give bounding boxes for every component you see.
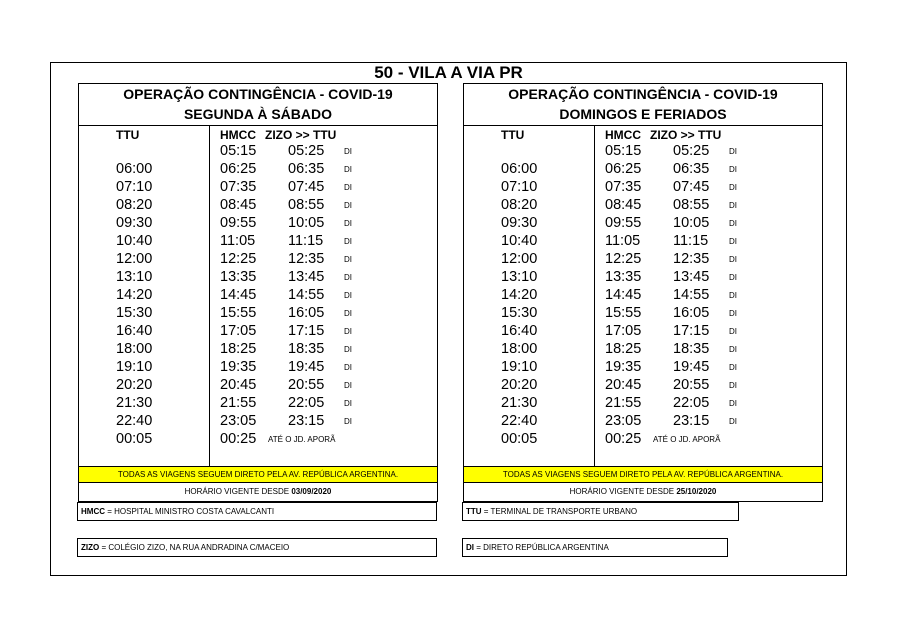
ttu-time: 07:10 xyxy=(501,179,538,195)
table-row xyxy=(464,178,822,196)
hmcc-time: 19:35 xyxy=(605,359,642,375)
ttu-time: 12:00 xyxy=(501,251,538,267)
table-row xyxy=(464,412,822,430)
table-row xyxy=(79,142,437,160)
hmcc-time: 23:05 xyxy=(605,413,642,429)
zizo-time: 13:45 xyxy=(673,269,710,285)
col-header-hmcc: HMCC xyxy=(220,128,256,142)
schedule-sheet xyxy=(50,62,847,576)
zizo-time: 11:15 xyxy=(288,233,324,249)
hmcc-time: 14:45 xyxy=(220,287,257,303)
row-note: DI xyxy=(729,309,737,318)
row-note: DI xyxy=(344,345,352,354)
hmcc-time: 23:05 xyxy=(220,413,257,429)
hmcc-time: 08:45 xyxy=(220,197,257,213)
hmcc-time: 20:45 xyxy=(220,377,257,393)
validity-label: HORÁRIO VIGENTE DESDE xyxy=(569,487,677,496)
zizo-time: 23:15 xyxy=(288,413,325,429)
ttu-time: 22:40 xyxy=(501,413,538,429)
hmcc-time: 07:35 xyxy=(605,179,642,195)
ttu-time: 13:10 xyxy=(116,269,153,285)
table-row xyxy=(79,268,437,286)
panel-heading xyxy=(78,84,438,126)
legend-zizo xyxy=(77,538,437,557)
table-row xyxy=(79,430,437,448)
validity-date: 03/09/2020 xyxy=(291,487,332,496)
legend-abbr: ZIZO xyxy=(81,543,100,552)
col-header-ttu: TTU xyxy=(501,128,525,142)
row-note: DI xyxy=(344,327,352,336)
legend-abbr: TTU xyxy=(466,507,482,516)
table-row xyxy=(79,250,437,268)
table-row xyxy=(79,376,437,394)
table-row xyxy=(464,358,822,376)
hmcc-time: 07:35 xyxy=(220,179,257,195)
row-note: DI xyxy=(729,201,737,210)
hmcc-time: 18:25 xyxy=(220,341,257,357)
row-note: DI xyxy=(344,273,352,282)
row-note: DI xyxy=(729,327,737,336)
row-note: DI xyxy=(344,201,352,210)
hmcc-time: 19:35 xyxy=(220,359,257,375)
row-note: DI xyxy=(344,219,352,228)
ttu-time: 18:00 xyxy=(116,341,153,357)
hmcc-time: 12:25 xyxy=(220,251,257,267)
hmcc-time: 09:55 xyxy=(605,215,642,231)
zizo-time: 16:05 xyxy=(673,305,710,321)
ttu-time: 16:40 xyxy=(116,323,153,339)
hmcc-time: 06:25 xyxy=(605,161,642,177)
table-row xyxy=(464,268,822,286)
zizo-time: 18:35 xyxy=(673,341,710,357)
route-banner: TODAS AS VIAGENS SEGUEM DIRETO PELA AV. REPÚBLICA ARGENTINA. xyxy=(463,466,823,483)
zizo-time: 05:25 xyxy=(288,143,325,159)
row-note: DI xyxy=(344,165,352,174)
zizo-time: 07:45 xyxy=(673,179,710,195)
hmcc-time: 20:45 xyxy=(605,377,642,393)
legend-abbr: HMCC xyxy=(81,507,105,516)
table-row xyxy=(464,430,822,448)
row-note: DI xyxy=(344,417,352,426)
row-note: DI xyxy=(344,381,352,390)
table-row xyxy=(464,196,822,214)
row-note: DI xyxy=(729,291,737,300)
table-row xyxy=(79,196,437,214)
row-note: ATÉ O JD. APORÃ xyxy=(268,435,336,444)
legend-text: = TERMINAL DE TRANSPORTE URBANO xyxy=(481,507,638,516)
legend-hmcc xyxy=(77,502,437,521)
hmcc-time: 00:25 xyxy=(605,431,642,447)
zizo-time: 16:05 xyxy=(288,305,325,321)
ttu-time: 13:10 xyxy=(501,269,538,285)
row-note: DI xyxy=(729,255,737,264)
ttu-time: 18:00 xyxy=(501,341,538,357)
table-row xyxy=(79,412,437,430)
table-row xyxy=(79,286,437,304)
panel-heading xyxy=(463,84,823,126)
legend-text: = COLÉGIO ZIZO, NA RUA ANDRADINA C/MACEIO xyxy=(99,543,290,552)
table-row xyxy=(464,286,822,304)
hmcc-time: 00:25 xyxy=(220,431,257,447)
ttu-time: 22:40 xyxy=(116,413,153,429)
ttu-time: 06:00 xyxy=(501,161,538,177)
row-note: DI xyxy=(344,291,352,300)
row-note: DI xyxy=(729,183,737,192)
hmcc-time: 15:55 xyxy=(605,305,642,321)
row-note: DI xyxy=(729,363,737,372)
table-row xyxy=(464,394,822,412)
zizo-time: 10:05 xyxy=(673,215,710,231)
legend-di xyxy=(462,538,728,557)
ttu-time: 21:30 xyxy=(116,395,153,411)
page-title: 50 - VILA A VIA PR xyxy=(374,63,523,82)
validity-date: 25/10/2020 xyxy=(676,487,717,496)
hmcc-time: 08:45 xyxy=(605,197,642,213)
table-row xyxy=(79,160,437,178)
table-row xyxy=(464,376,822,394)
ttu-time: 10:40 xyxy=(116,233,153,249)
zizo-time: 07:45 xyxy=(288,179,325,195)
table-row xyxy=(79,178,437,196)
hmcc-time: 21:55 xyxy=(220,395,257,411)
ttu-time: 15:30 xyxy=(501,305,538,321)
validity-note xyxy=(78,483,438,502)
panel-sunday-holiday xyxy=(463,83,823,549)
hmcc-time: 17:05 xyxy=(605,323,642,339)
hmcc-time: 17:05 xyxy=(220,323,257,339)
zizo-time: 18:35 xyxy=(288,341,325,357)
ttu-time: 08:20 xyxy=(501,197,538,213)
table-row xyxy=(464,160,822,178)
row-note: DI xyxy=(729,147,737,156)
hmcc-time: 05:15 xyxy=(220,143,257,159)
panel-heading-line2: DOMINGOS E FERIADOS xyxy=(559,106,727,122)
row-note: DI xyxy=(729,399,737,408)
ttu-time: 21:30 xyxy=(501,395,538,411)
hmcc-time: 18:25 xyxy=(605,341,642,357)
table-row xyxy=(464,250,822,268)
hmcc-time: 13:35 xyxy=(605,269,642,285)
row-note: DI xyxy=(344,363,352,372)
ttu-time: 14:20 xyxy=(116,287,153,303)
panel-weekday xyxy=(78,83,438,549)
panel-heading-line2: SEGUNDA À SÁBADO xyxy=(183,106,333,122)
validity-note xyxy=(463,483,823,502)
panel-heading-line1: OPERAÇÃO CONTINGÊNCIA - COVID-19 xyxy=(123,86,393,102)
row-note: DI xyxy=(344,147,352,156)
row-note: DI xyxy=(729,345,737,354)
legend-text: = DIRETO REPÚBLICA ARGENTINA xyxy=(474,543,609,552)
validity-label: HORÁRIO VIGENTE DESDE xyxy=(184,487,292,496)
ttu-time: 09:30 xyxy=(116,215,153,231)
row-note: DI xyxy=(344,399,352,408)
hmcc-time: 21:55 xyxy=(605,395,642,411)
route-banner: TODAS AS VIAGENS SEGUEM DIRETO PELA AV. REPÚBLICA ARGENTINA. xyxy=(78,466,438,483)
ttu-time: 16:40 xyxy=(501,323,538,339)
zizo-time: 06:35 xyxy=(288,161,325,177)
table-row xyxy=(464,304,822,322)
hmcc-time: 15:55 xyxy=(220,305,257,321)
zizo-time: 08:55 xyxy=(673,197,710,213)
hmcc-time: 09:55 xyxy=(220,215,257,231)
table-row xyxy=(464,340,822,358)
ttu-time: 20:20 xyxy=(501,377,538,393)
zizo-time: 22:05 xyxy=(673,395,710,411)
zizo-time: 20:55 xyxy=(673,377,710,393)
zizo-time: 08:55 xyxy=(288,197,325,213)
col-header-zizo: ZIZO >> TTU xyxy=(265,128,337,142)
row-note: DI xyxy=(729,381,737,390)
hmcc-time: 11:05 xyxy=(220,233,256,249)
ttu-time: 07:10 xyxy=(116,179,153,195)
row-note: DI xyxy=(344,183,352,192)
panel-heading-line1: OPERAÇÃO CONTINGÊNCIA - COVID-19 xyxy=(508,86,778,102)
col-header-hmcc: HMCC xyxy=(605,128,641,142)
row-note: DI xyxy=(729,273,737,282)
row-note: DI xyxy=(344,255,352,264)
zizo-time: 23:15 xyxy=(673,413,710,429)
zizo-time: 14:55 xyxy=(673,287,710,303)
zizo-time: 13:45 xyxy=(288,269,325,285)
timetable xyxy=(78,126,438,466)
ttu-time: 10:40 xyxy=(501,233,538,249)
legend-abbr: DI xyxy=(466,543,474,552)
ttu-time: 15:30 xyxy=(116,305,153,321)
table-row xyxy=(79,304,437,322)
row-note: DI xyxy=(729,219,737,228)
row-note: DI xyxy=(729,237,737,246)
table-row xyxy=(79,214,437,232)
zizo-time: 12:35 xyxy=(288,251,325,267)
col-header-zizo: ZIZO >> TTU xyxy=(650,128,722,142)
zizo-time: 12:35 xyxy=(673,251,710,267)
zizo-time: 19:45 xyxy=(288,359,325,375)
ttu-time: 09:30 xyxy=(501,215,538,231)
legend-text: = HOSPITAL MINISTRO COSTA CAVALCANTI xyxy=(105,507,275,516)
row-note: ATÉ O JD. APORÃ xyxy=(653,435,721,444)
ttu-time: 12:00 xyxy=(116,251,153,267)
table-row xyxy=(79,358,437,376)
hmcc-time: 06:25 xyxy=(220,161,257,177)
hmcc-time: 14:45 xyxy=(605,287,642,303)
table-row xyxy=(79,340,437,358)
hmcc-time: 13:35 xyxy=(220,269,257,285)
zizo-time: 22:05 xyxy=(288,395,325,411)
ttu-time: 19:10 xyxy=(501,359,538,375)
ttu-time: 06:00 xyxy=(116,161,153,177)
zizo-time: 19:45 xyxy=(673,359,710,375)
ttu-time: 14:20 xyxy=(501,287,538,303)
zizo-time: 06:35 xyxy=(673,161,710,177)
table-row xyxy=(79,322,437,340)
hmcc-time: 11:05 xyxy=(605,233,641,249)
hmcc-time: 12:25 xyxy=(605,251,642,267)
ttu-time: 00:05 xyxy=(116,431,153,447)
zizo-time: 20:55 xyxy=(288,377,325,393)
col-header-ttu: TTU xyxy=(116,128,140,142)
row-note: DI xyxy=(344,309,352,318)
table-row xyxy=(464,142,822,160)
row-note: DI xyxy=(729,165,737,174)
zizo-time: 10:05 xyxy=(288,215,325,231)
table-row xyxy=(79,232,437,250)
ttu-time: 00:05 xyxy=(501,431,538,447)
row-note: DI xyxy=(729,417,737,426)
ttu-time: 19:10 xyxy=(116,359,153,375)
hmcc-time: 05:15 xyxy=(605,143,642,159)
table-row xyxy=(464,232,822,250)
zizo-time: 17:15 xyxy=(673,323,710,339)
legend-ttu xyxy=(462,502,739,521)
table-row xyxy=(464,322,822,340)
ttu-time: 20:20 xyxy=(116,377,153,393)
zizo-time: 14:55 xyxy=(288,287,325,303)
row-note: DI xyxy=(344,237,352,246)
ttu-time: 08:20 xyxy=(116,197,153,213)
zizo-time: 11:15 xyxy=(673,233,709,249)
zizo-time: 05:25 xyxy=(673,143,710,159)
table-row xyxy=(79,394,437,412)
table-row xyxy=(464,214,822,232)
timetable xyxy=(463,126,823,466)
zizo-time: 17:15 xyxy=(288,323,325,339)
